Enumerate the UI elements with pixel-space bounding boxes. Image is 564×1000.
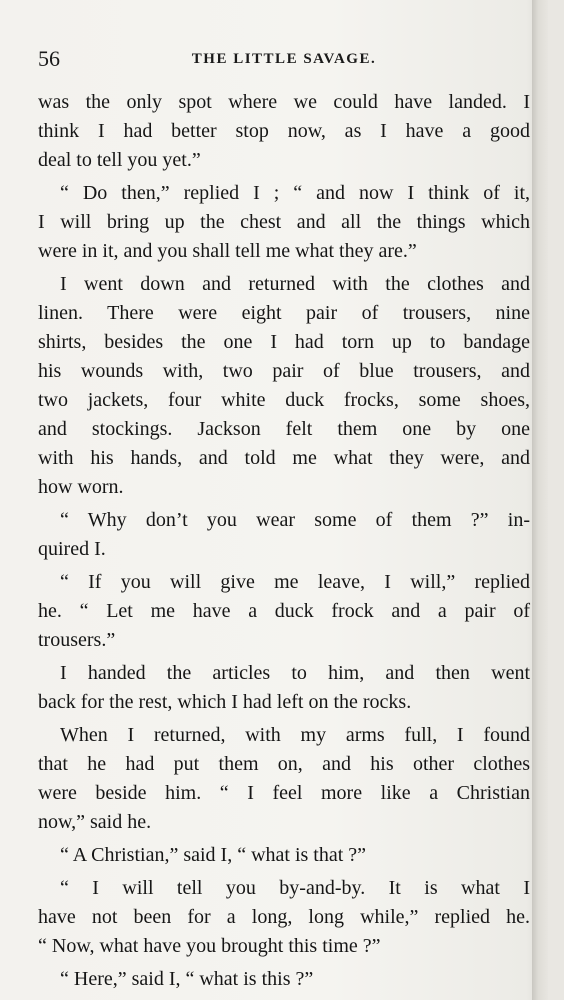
text-line: were in it, and you shall tell me what they are.” — [38, 240, 417, 262]
text-line: linen. There were eight pair of trousers, nine — [38, 302, 530, 324]
text-line: and stockings. Jackson felt them one by one — [38, 418, 530, 440]
paragraph — [38, 721, 530, 837]
text-line: he. “ Let me have a duck frock and a pair of — [38, 600, 530, 622]
text-line: “ A Christian,” said I, “ what is that ?” — [60, 844, 367, 866]
paragraph — [38, 965, 530, 994]
paragraph — [38, 506, 530, 564]
page-edge-shadow — [532, 0, 548, 1000]
text-line: “ Why don’t you wear some of them ?” in- — [60, 509, 530, 531]
running-head — [38, 44, 530, 74]
paragraph — [38, 568, 530, 655]
text-line: have not been for a long, long while,” replied he. — [38, 906, 530, 928]
paragraph — [38, 179, 530, 266]
paragraph — [38, 841, 530, 870]
text-line: When I returned, with my arms full, I found — [60, 724, 530, 746]
paragraph — [38, 270, 530, 502]
text-line: “ Now, what have you brought this time ?” — [38, 935, 381, 957]
text-line: now,” said he. — [38, 811, 152, 833]
running-title: THE LITTLE SAVAGE. — [191, 51, 377, 67]
text-line: I will bring up the chest and all the things which — [38, 211, 530, 233]
text-line: shirts, besides the one I had torn up to bandage — [38, 331, 530, 353]
text-line: was the only spot where we could have landed. I — [38, 91, 530, 113]
text-line: “ Do then,” replied I ; “ and now I think of it, — [60, 182, 530, 204]
text-line: back for the rest, which I had left on the rocks. — [38, 691, 412, 713]
paragraph — [38, 874, 530, 961]
text-line: I handed the articles to him, and then went — [60, 662, 530, 684]
text-line: “ Here,” said I, “ what is this ?” — [60, 968, 314, 990]
text-line: were beside him. “ I feel more like a Christian — [38, 782, 530, 804]
text-line: deal to tell you yet.” — [38, 149, 201, 171]
text-line: I went down and returned with the clothes and — [60, 273, 530, 295]
page-number: 56 — [38, 46, 60, 71]
text-line: quired I. — [38, 538, 106, 560]
text-line: think I had better stop now, as I have a good — [38, 120, 530, 142]
text-line: how worn. — [38, 476, 124, 498]
text-line: “ If you will give me leave, I will,” replied — [60, 571, 530, 593]
text-line: his wounds with, two pair of blue trousers, and — [38, 360, 530, 382]
paragraph — [38, 659, 530, 717]
text-line: trousers.” — [38, 629, 116, 651]
text-line: with his hands, and told me what they were, and — [38, 447, 530, 469]
text-line: that he had put them on, and his other clothes — [38, 753, 530, 775]
text-line: two jackets, four white duck frocks, some shoes, — [38, 389, 530, 411]
paragraph — [38, 88, 530, 175]
text-line: “ I will tell you by-and-by. It is what I — [60, 877, 530, 899]
body-text — [38, 88, 530, 994]
